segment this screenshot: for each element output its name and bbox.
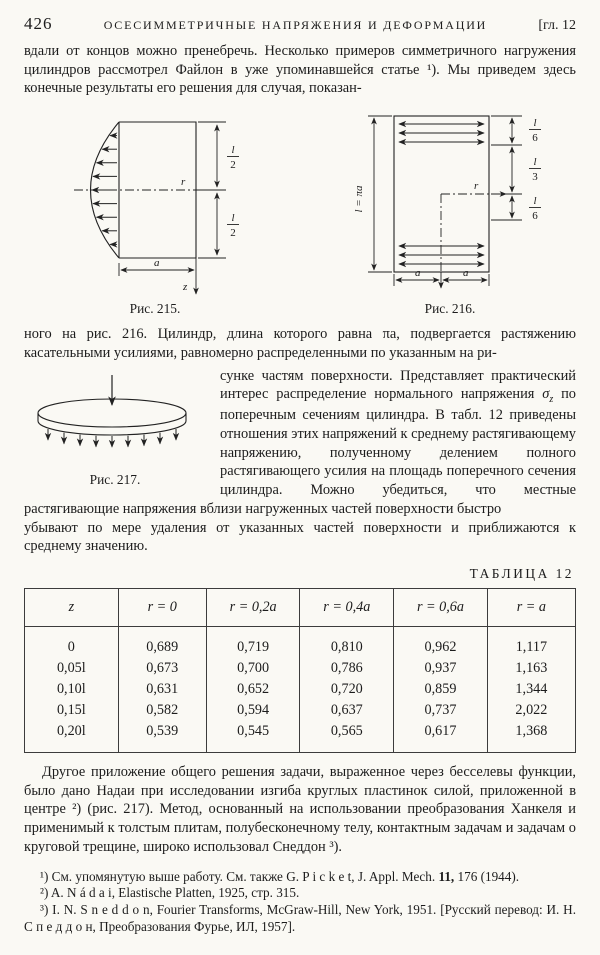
sigma-subscript: z — [549, 394, 554, 406]
dim-l-third-num: l — [533, 156, 537, 169]
dim-l-half-bottom-num: l — [231, 212, 235, 225]
table-cell: 0,15l — [56, 701, 86, 718]
table-row — [25, 700, 576, 721]
paragraph-nadai-sneddon: Другое приложение общего решения задачи, выраженное через бесселевы функции, было дано Надаи при исследовании изгиба круглых пластинок силой, приложенной в центре ²) (рис. 217). Метод, основанный на использовании преобразования Ханкеля и применимый к толстым плитам, полубесконечному телу, контактным задачам и задачам о круговой трещине, широко использовал Снеддон ³). — [24, 763, 576, 855]
figure-215 — [24, 104, 286, 317]
dim-l-sixth-top-num: l — [533, 117, 537, 130]
table-title: ТАБЛИЦА 12 — [469, 565, 574, 581]
table-cell: 0,673 — [118, 658, 206, 679]
table-cell: 0,631 — [118, 679, 206, 700]
shear-arrows-top — [399, 124, 484, 142]
dim-l-sixth-bottom-num: l — [533, 195, 537, 208]
footnotes — [24, 869, 576, 937]
table-header — [25, 588, 576, 626]
table-cell: 2,022 — [487, 700, 575, 721]
table-cell: 0,05l — [56, 659, 86, 676]
p3-after: по поперечным сечениям цилиндра. В табл. 12 приведены отношения этих напряжений к среднему растягивающему напряжению, полученному делением полного растягивающего усилия на площадь поперечного сечения цилиндра. Можно убедиться, что местные растягивающие напряжения вблизи нагруженных частей поверхности быстро — [24, 386, 577, 517]
footnote-1 — [24, 869, 576, 886]
figure-215-caption: Рис. 215. — [129, 301, 181, 317]
table-cell: 0,545 — [206, 721, 300, 753]
footnote-1-text: ¹) См. упомянутую выше работу. См. также G. P i c k e t, J. Appl. Mech. — [40, 868, 439, 884]
table-cell: 1,344 — [487, 679, 575, 700]
table-cell: 0,786 — [300, 658, 394, 679]
paragraph-intro: вдали от концов можно пренебречь. Несколько примеров симметричного нагружения цилиндров рассмотрел Файлон в уже упоминавшейся статье ¹). Мы приведем здесь конечные результаты его решения для случая, показан- — [24, 43, 576, 97]
figure-217-caption: Рис. 217. — [89, 471, 141, 487]
table-cell: 0,859 — [394, 679, 488, 700]
stress-ratio-table — [24, 588, 576, 753]
figure-216-drawing — [324, 104, 576, 300]
running-head: ОСЕСИММЕТРИЧНЫЕ НАПРЯЖЕНИЯ И ДЕФОРМАЦИИ — [103, 18, 488, 32]
figures-row — [24, 104, 576, 317]
dim-l-half-bottom-den: 2 — [230, 227, 236, 240]
table-cell: 0,594 — [206, 700, 300, 721]
label-a: a — [154, 257, 160, 270]
table-cell: 0,689 — [118, 626, 206, 658]
page-header — [24, 14, 576, 34]
col-header-r04: r = 0,4a — [300, 588, 394, 626]
dim-l-half-top-num: l — [231, 144, 235, 157]
label-z: z — [183, 281, 188, 294]
col-header-r06: r = 0,6a — [394, 588, 488, 626]
col-header-r02: r = 0,2a — [206, 588, 300, 626]
figure-215-labels — [154, 144, 236, 293]
table-row — [25, 658, 576, 679]
table-cell: 0,737 — [394, 700, 488, 721]
dim-l-sixth-top-den: 6 — [532, 132, 538, 145]
table-cell: 0,719 — [206, 626, 300, 658]
sigma-symbol: σ — [542, 386, 550, 403]
table-cell: 1,368 — [487, 721, 575, 753]
table-cell: 0,810 — [300, 626, 394, 658]
dim-l-third-den: 3 — [532, 171, 538, 184]
paragraph-cylinder: ного на рис. 216. Цилиндр, длина которого равна πa, подвергается растяжению касательными усилиями, равномерно распределенными по указанным на ри- — [24, 326, 576, 361]
shear-arrows-bottom — [399, 246, 484, 264]
table-cell: 0,937 — [394, 658, 488, 679]
table-cell: 0,700 — [206, 658, 300, 679]
col-header-ra: r = a — [487, 588, 575, 626]
paragraph-conclusion: убывают по мере удаления от указанных частей поверхности и приближаются к среднему значению. — [24, 519, 576, 555]
table-cell: 0 — [67, 638, 75, 655]
dim-l-sixth-bottom-den: 6 — [532, 210, 538, 223]
table-row — [25, 679, 576, 700]
label-length: l = πa — [353, 185, 365, 213]
footnote-1-tail: 176 (1944). — [454, 868, 520, 884]
dim-l-half-top-den: 2 — [230, 159, 236, 172]
figure-217 — [24, 371, 206, 488]
figure-216 — [324, 104, 576, 317]
p3-before: сунке частям поверхности. Представляет практический интерес распределение нормального напряжения — [220, 367, 576, 403]
table-cell: 0,582 — [118, 700, 206, 721]
table-header-row — [25, 588, 576, 626]
table-cell: 0,637 — [300, 700, 394, 721]
table-cell: 0,539 — [118, 721, 206, 753]
footnote-1-volume: 11, — [438, 868, 455, 884]
figure-217-drawing — [24, 371, 206, 471]
label-r: r — [474, 180, 479, 193]
col-header-r0: r = 0 — [118, 588, 206, 626]
table-cell: 1,117 — [487, 626, 575, 658]
label-r: r — [181, 176, 186, 189]
table-cell: 0,10l — [56, 680, 86, 697]
chapter-reference: [гл. 12 — [538, 18, 576, 33]
table-body — [25, 626, 576, 752]
table-cell: 0,962 — [394, 626, 488, 658]
page-number: 426 — [24, 14, 53, 33]
footnote-2: ²) A. N á d a i, Elastische Platten, 1925, стр. 315. — [40, 885, 300, 901]
table-row — [25, 721, 576, 753]
col-header-z: z — [25, 588, 119, 626]
table-cell: 1,163 — [487, 658, 575, 679]
table-cell: 0,20l — [56, 722, 86, 739]
footnote-3: ³) I. N. S n e d d o n, Fourier Transforms, McGraw-Hill, New York, 1951. [Русский перевод: И. Н. С п е д д о н, Преобразования Фурье, ИЛ, 1957]. — [24, 902, 576, 935]
table-cell: 0,565 — [300, 721, 394, 753]
table-row — [25, 626, 576, 658]
figure-216-caption: Рис. 216. — [424, 301, 476, 317]
label-a-left: a — [415, 267, 421, 280]
wrap-block — [24, 367, 576, 519]
table-cell: 0,652 — [206, 679, 300, 700]
label-a-right: a — [463, 267, 469, 280]
table-cell: 0,720 — [300, 679, 394, 700]
figure-215-drawing — [24, 104, 286, 300]
table-cell: 0,617 — [394, 721, 488, 753]
